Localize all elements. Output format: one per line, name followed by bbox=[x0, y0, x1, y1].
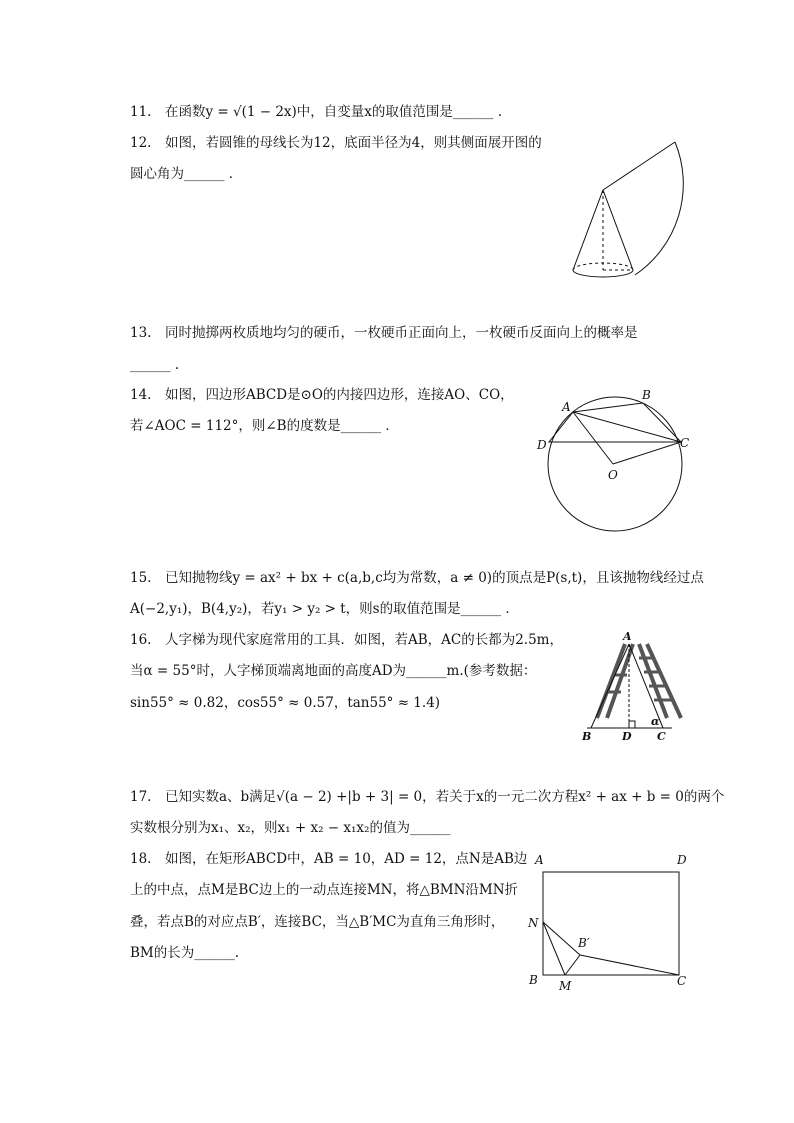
q16-line-3: sin55° ≈ 0.82，cos55° ≈ 0.57，tan55° ≈ 1.4) bbox=[130, 695, 441, 711]
rectangle-figure bbox=[525, 850, 700, 995]
q15-line-1: 15. 已知抛物线y = ax² + bx + c(a,b,c均为常数，a ≠ 0)的顶点是P(s,t)，且该抛物线经过点 bbox=[130, 570, 704, 586]
circle-label-b: B bbox=[642, 388, 651, 402]
right-angle-mark bbox=[629, 721, 635, 728]
circle-label-o: O bbox=[608, 468, 618, 482]
q13-line-2: ______ . bbox=[130, 357, 180, 373]
chord-ac bbox=[573, 412, 681, 442]
segment-bprime-c bbox=[580, 955, 679, 975]
segment-co bbox=[613, 442, 681, 464]
q17-line-1: 17. 已知实数a、b满足√(a − 2) +|b + 3| = 0，若关于x的一元二次方程x² + ax + b = 0的两个 bbox=[130, 789, 725, 805]
circle-label-a: A bbox=[562, 400, 571, 414]
ladder-label-d: D bbox=[622, 730, 632, 743]
cone-left-edge bbox=[573, 190, 603, 270]
q18-line-2: 上的中点，点M是BC边上的一动点连接MN，将△BMN沿MN折 bbox=[130, 882, 519, 898]
q16-line-1: 16. 人字梯为现代家庭常用的工具．如图，若AB，AC的长都为2.5m， bbox=[130, 632, 563, 648]
q13-line-1: 13. 同时抛掷两枚质地均匀的硬币，一枚硬币正面向上，一枚硬币反面向上的概率是 bbox=[130, 325, 638, 341]
q17-line-2: 实数根分别为x₁、x₂，则x₁ + x₂ − x₁x₂的值为______ bbox=[130, 820, 451, 836]
rect-label-c: C bbox=[677, 974, 687, 988]
circle-figure bbox=[530, 385, 700, 535]
circle-o bbox=[548, 397, 682, 531]
ladder-label-b: B bbox=[582, 730, 592, 743]
ladder-label-alpha: α bbox=[651, 715, 660, 728]
q18-line-4: BM的长为______. bbox=[130, 945, 240, 961]
q18-line-3: 叠，若点B的对应点B′，连接BC，当△B′MC为直角三角形时， bbox=[130, 914, 505, 930]
q14-line-1: 14. 如图，四边形ABCD是⊙O的内接四边形，连接AO、CO， bbox=[130, 387, 514, 403]
q11-line-1: 11. 在函数y = √(1 − 2x)中，自变量x的取值范围是______ . bbox=[130, 104, 503, 120]
rect-label-m: M bbox=[559, 979, 572, 993]
rect-label-bprime: B′ bbox=[578, 936, 590, 950]
circle-label-d: D bbox=[537, 438, 547, 452]
sector-radius-1 bbox=[603, 142, 675, 190]
rect-label-b: B bbox=[529, 973, 538, 987]
cone-base-front bbox=[573, 270, 633, 277]
sector-arc bbox=[635, 142, 683, 275]
segment-nbprime bbox=[543, 922, 580, 955]
circle-label-c: C bbox=[680, 436, 690, 450]
rect-label-n: N bbox=[528, 916, 539, 930]
cone-figure bbox=[560, 130, 700, 285]
segment-nm bbox=[543, 922, 565, 975]
cone-right-edge bbox=[603, 190, 633, 270]
q15-line-2: A(−2,y₁)，B(4,y₂)，若y₁ > y₂ > t，则s的取值范围是______ ． bbox=[130, 601, 519, 617]
q18-line-1: 18. 如图，在矩形ABCD中，AB = 10，AD = 12，点N是AB边 bbox=[130, 851, 528, 867]
ladder-label-c: C bbox=[657, 730, 666, 743]
rect-label-d: D bbox=[677, 853, 687, 867]
q14-line-2: 若∠AOC = 112°，则∠B的度数是______ ． bbox=[130, 418, 399, 434]
ladder-figure bbox=[577, 630, 695, 745]
q16-line-2: 当α = 55°时，人字梯顶端离地面的高度AD为______m.(参考数据： bbox=[130, 663, 537, 679]
q12-line-1: 12. 如图，若圆锥的母线长为12，底面半径为4，则其侧面展开图的 bbox=[130, 135, 542, 151]
q12-line-2: 圆心角为______ ． bbox=[130, 166, 243, 182]
rectangle-abcd bbox=[543, 872, 679, 975]
rect-label-a: A bbox=[535, 853, 544, 867]
segment-ao bbox=[573, 412, 613, 464]
ladder-label-a: A bbox=[623, 630, 632, 643]
segment-mbprime bbox=[565, 955, 580, 975]
